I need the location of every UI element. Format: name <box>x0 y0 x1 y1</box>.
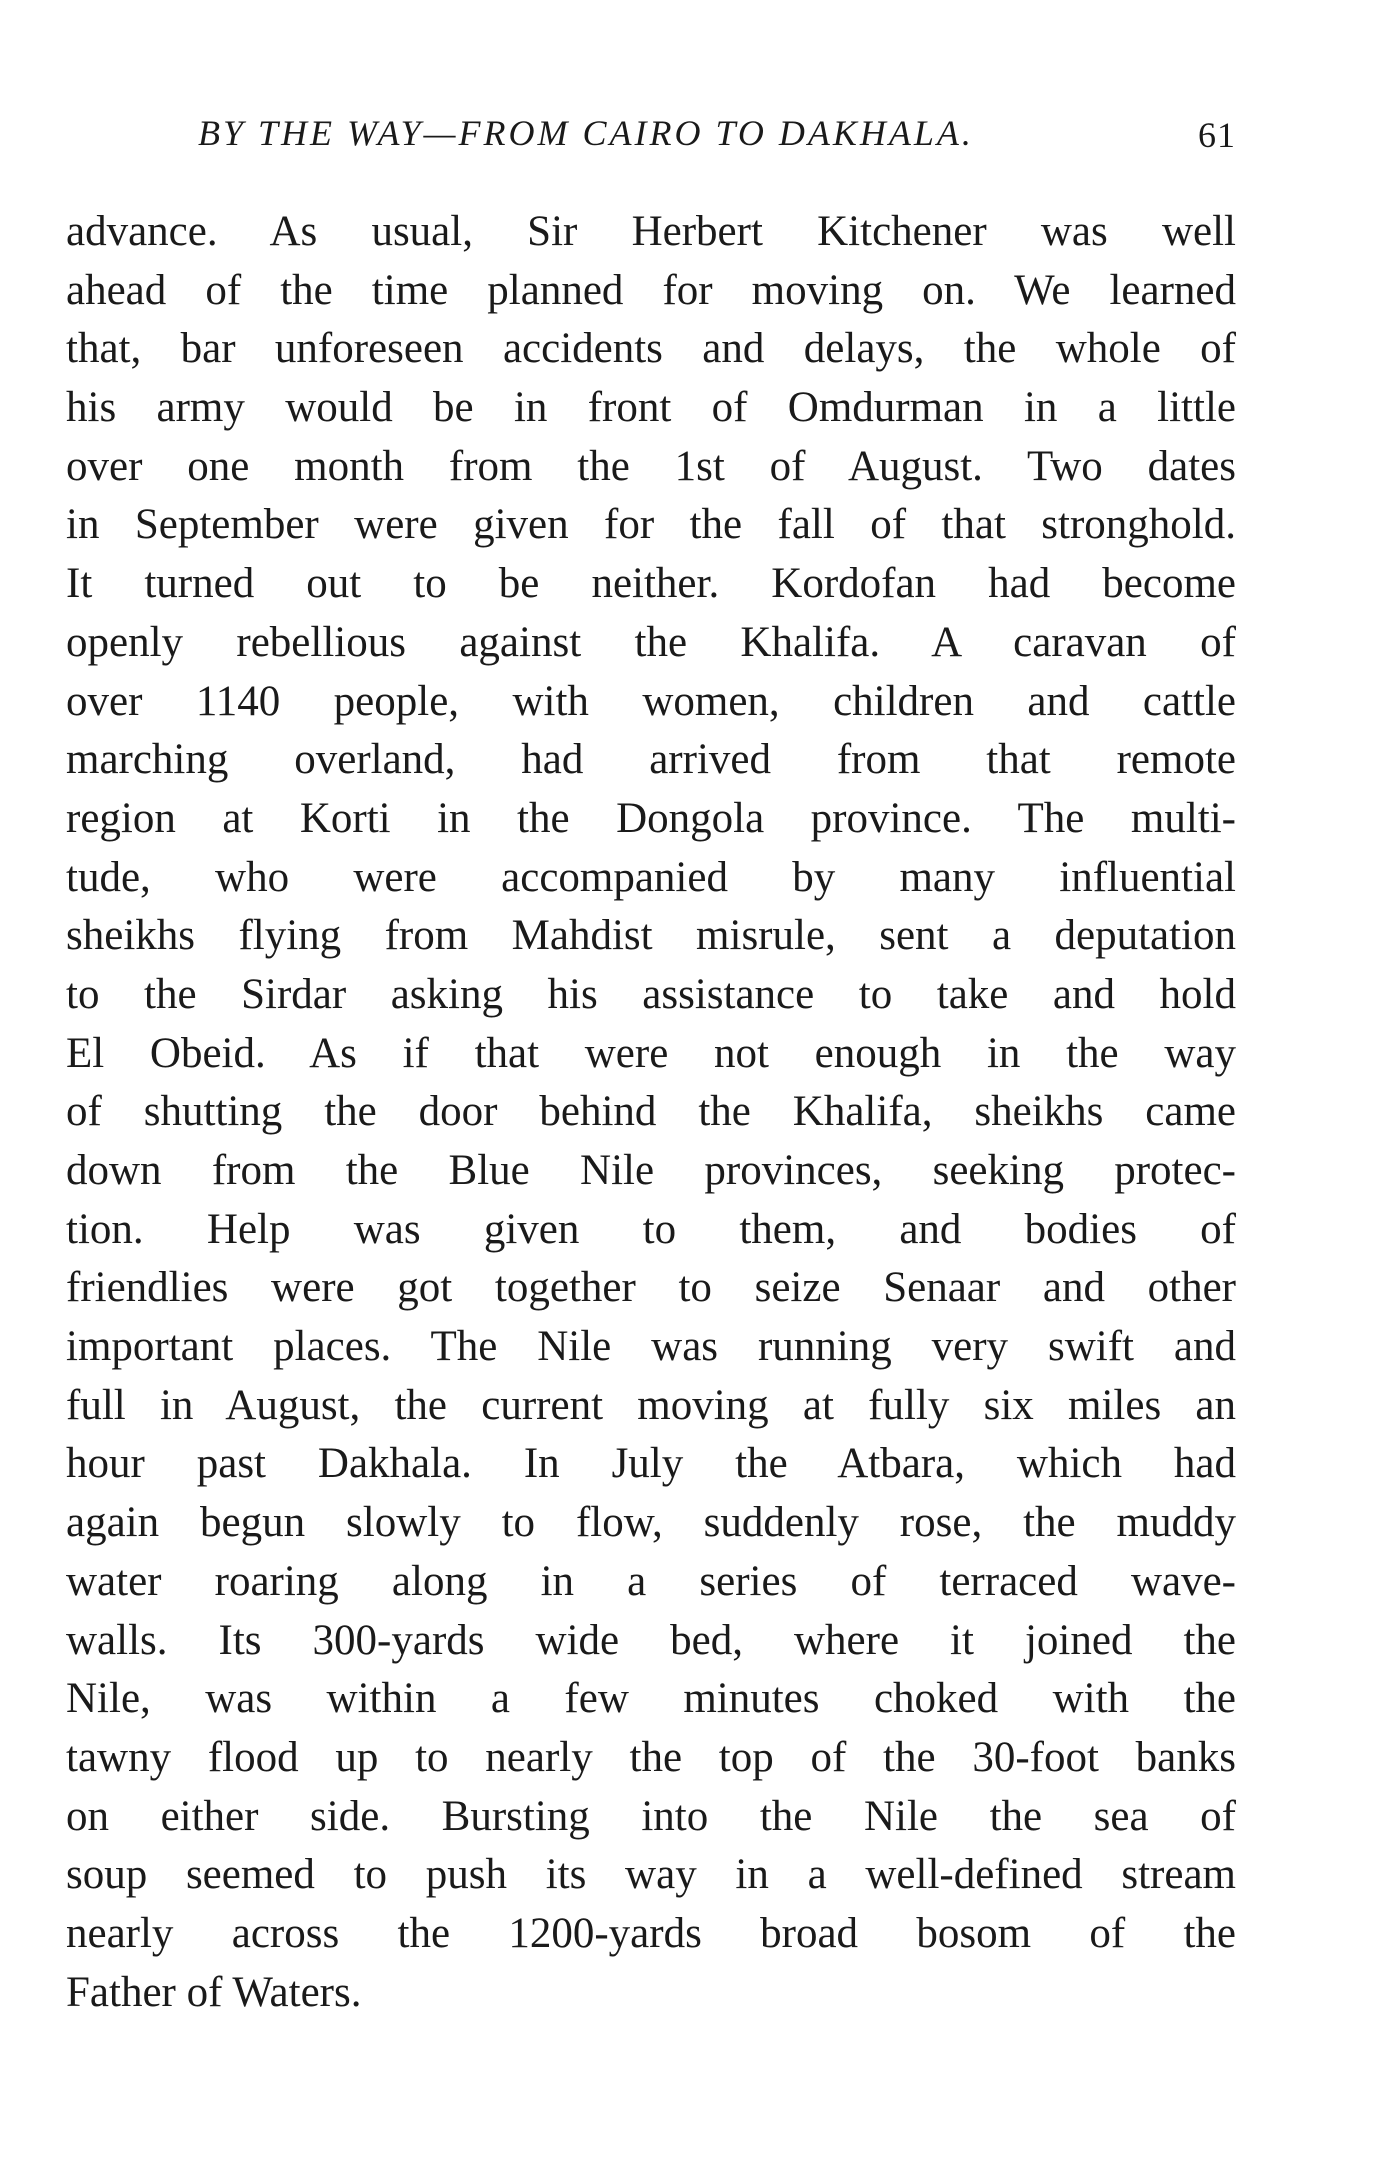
text-line: in September were given for the fall of that stronghold. <box>66 501 1236 549</box>
text-line: of shutting the door behind the Khalifa, sheikhs came <box>66 1088 1236 1136</box>
text-line: to the Sirdar asking his assistance to take and hold <box>66 970 1236 1018</box>
text-line: his army would be in front of Omdurman in a little <box>66 384 1236 432</box>
text-line: region at Korti in the Dongola province. The multi- <box>66 794 1236 842</box>
text-line: tude, who were accompanied by many influential <box>66 853 1236 901</box>
text-line: over 1140 people, with women, children and cattle <box>66 677 1236 725</box>
text-line: marching overland, had arrived from that remote <box>66 736 1236 784</box>
text-line: friendlies were got together to seize Senaar and other <box>66 1264 1236 1312</box>
text-line: on either side. Bursting into the Nile the sea of <box>66 1792 1236 1840</box>
text-line: again begun slowly to flow, suddenly rose, the muddy <box>66 1499 1236 1547</box>
page-number: 61 <box>1198 115 1236 155</box>
text-line: ahead of the time planned for moving on. We learned <box>66 266 1236 314</box>
text-line: over one month from the 1st of August. Two dates <box>66 442 1236 490</box>
text-line: tawny flood up to nearly the top of the 30-foot banks <box>66 1733 1236 1781</box>
text-line: that, bar unforeseen accidents and delays, the whole of <box>66 325 1236 373</box>
text-line: It turned out to be neither. Kordofan had become <box>66 560 1236 608</box>
text-line: tion. Help was given to them, and bodies of <box>66 1205 1236 1253</box>
text-line: sheikhs flying from Mahdist misrule, sent a deputation <box>66 912 1236 960</box>
text-line: important places. The Nile was running very swift and <box>66 1323 1236 1371</box>
text-line: walls. Its 300-yards wide bed, where it joined the <box>66 1616 1236 1664</box>
text-line: water roaring along in a series of terraced wave- <box>66 1557 1236 1605</box>
body-text <box>66 203 1236 2022</box>
text-line: Nile, was within a few minutes choked with the <box>66 1675 1236 1723</box>
text-line: nearly across the 1200-yards broad bosom of the <box>66 1909 1236 1957</box>
text-line: advance. As usual, Sir Herbert Kitchener was well <box>66 208 1236 255</box>
text-line: hour past Dakhala. In July the Atbara, which had <box>66 1440 1236 1488</box>
running-title: BY THE WAY—FROM CAIRO TO DAKHALA. <box>198 113 974 153</box>
text-line: El Obeid. As if that were not enough in the way <box>66 1029 1236 1077</box>
running-head <box>66 112 1236 162</box>
text-line: down from the Blue Nile provinces, seeking protec- <box>66 1147 1236 1194</box>
text-line: soup seemed to push its way in a well-defined stream <box>66 1851 1236 1899</box>
text-line: openly rebellious against the Khalifa. A caravan of <box>66 618 1236 666</box>
text-line-last: Father of Waters. <box>66 1968 362 2016</box>
text-line: full in August, the current moving at fully six miles an <box>66 1381 1236 1429</box>
